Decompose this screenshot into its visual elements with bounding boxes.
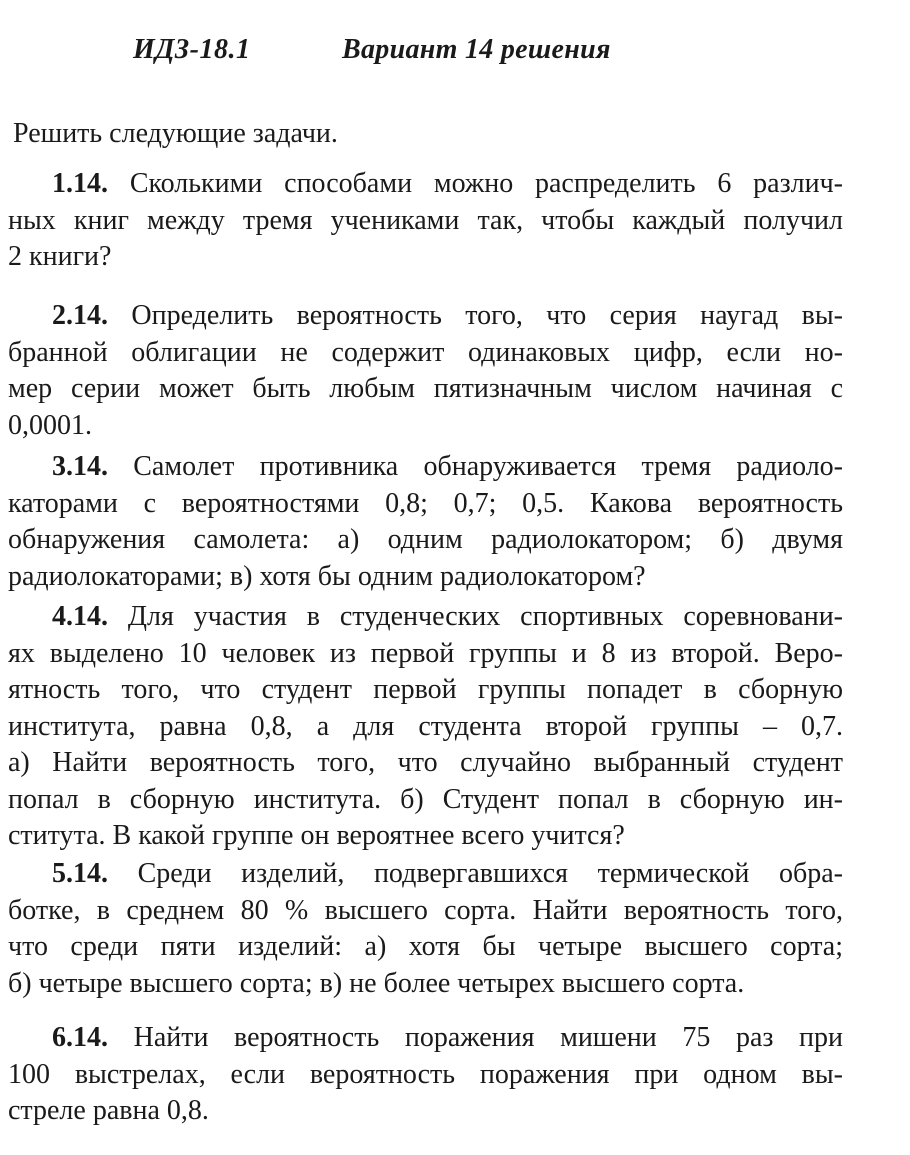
- task-number: 2.14.: [52, 300, 108, 331]
- task-line: а) Найти вероятность того, что случайно выбранный студент: [8, 747, 843, 778]
- task-line: каторами с вероятностями 0,8; 0,7; 0,5. Какова вероятность: [8, 487, 843, 519]
- task-text: Найти вероятность поражения мишени 75 раз при: [133, 1022, 844, 1053]
- task-1: [8, 166, 843, 276]
- task-line: 100 выстрелах, если вероятность поражения при одном вы-: [8, 1058, 843, 1090]
- task-line: б) четыре высшего сорта; в) не более четырех высшего сорта.: [8, 967, 745, 999]
- task-line: [8, 856, 843, 893]
- task-line: радиолокаторами; в) хотя бы одним радиолокатором?: [8, 560, 646, 592]
- task-line: бранной облигации не содержит одинаковых цифр, если но-: [8, 336, 843, 368]
- variant-title: Вариант 14 решения: [342, 34, 611, 65]
- task-6: [8, 1020, 843, 1130]
- task-number: 6.14.: [52, 1022, 108, 1053]
- task-line: ятность того, что студент первой группы попадет в сборную: [8, 674, 843, 705]
- task-line: [8, 166, 843, 203]
- task-text: Среди изделий, подвергавшихся термической обра-: [137, 858, 843, 889]
- task-text: Самолет противника обнаруживается тремя радиоло-: [133, 451, 843, 482]
- task-line: ботке, в среднем 80 % высшего сорта. Найти вероятность того,: [8, 894, 843, 926]
- task-3: [8, 449, 843, 595]
- task-number: 3.14.: [52, 451, 108, 482]
- task-line: попал в сборную института. б) Студент попал в сборную ин-: [8, 783, 843, 815]
- task-line: стреле равна 0,8.: [8, 1095, 209, 1126]
- task-line: обнаружения самолета: а) одним радиолокатором; б) двумя: [8, 524, 843, 555]
- task-line: института, равна 0,8, а для студента второй группы – 0,7.: [8, 710, 843, 742]
- task-line: мер серии может быть любым пятизначным числом начиная с: [8, 373, 843, 404]
- task-line: [8, 298, 843, 335]
- task-line: 2 книги?: [8, 241, 112, 272]
- task-number: 4.14.: [52, 601, 108, 632]
- task-number: 1.14.: [52, 168, 108, 199]
- task-text: Определить вероятность того, что серия наугад вы-: [131, 300, 843, 331]
- task-line: что среди пяти изделий: а) хотя бы четыре высшего сорта;: [8, 931, 843, 962]
- task-line: ститута. В какой группе он вероятнее всего учится?: [8, 820, 625, 851]
- assignment-code: ИДЗ-18.1: [133, 34, 251, 65]
- task-line: [8, 1020, 843, 1057]
- document-header: [0, 28, 910, 78]
- task-line: [8, 449, 843, 486]
- task-line: ях выделено 10 человек из первой группы и 8 из второй. Веро-: [8, 637, 843, 669]
- task-5: [8, 856, 843, 1002]
- intro-text: Решить следующие задачи.: [13, 118, 338, 149]
- task-line: 0,0001.: [8, 409, 92, 441]
- task-line: [8, 599, 843, 636]
- task-number: 5.14.: [52, 858, 108, 889]
- task-text: Сколькими способами можно распределить 6 различ-: [129, 168, 843, 199]
- task-4: [8, 599, 843, 855]
- task-text: Для участия в студенческих спортивных соревновани-: [127, 601, 844, 632]
- task-2: [8, 298, 843, 444]
- task-line: ных книг между тремя учениками так, чтобы каждый получил: [8, 204, 843, 236]
